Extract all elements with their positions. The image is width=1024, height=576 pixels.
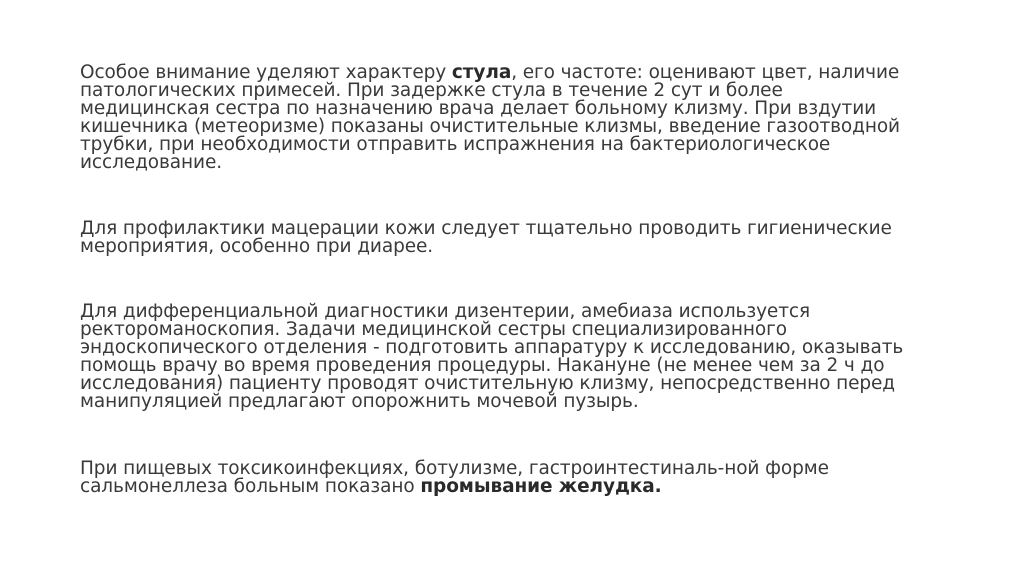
bold-term: промывание желудка.	[420, 476, 662, 497]
text-line: кишечника (метеоризме) показаны очистительные клизмы, введение газоотводной	[80, 116, 900, 137]
text-line: патологических примесей. При задержке стула в течение 2 сут и более	[80, 80, 783, 101]
text-line: манипуляцией предлагают опорожнить мочевой пузырь.	[80, 391, 639, 412]
text-line: ректороманоскопия. Задачи медицинской сестры специализированного	[80, 319, 787, 340]
bold-term: стула	[451, 62, 512, 83]
paragraph-differential-diagnosis	[80, 303, 980, 411]
text-line: Для дифференциальной диагностики дизентерии, амебиаза используется	[80, 301, 810, 322]
text-line: мероприятия, особенно при диарее.	[80, 236, 434, 257]
paragraph-maceration-prevention	[80, 220, 980, 256]
text-line: сальмонеллеза больным показано промывание желудка.	[80, 476, 662, 497]
paragraph-stool-observation	[80, 64, 980, 172]
text-line: исследования) пациенту проводят очистительную клизму, непосредственно перед	[80, 373, 896, 394]
text-line: Для профилактики мацерации кожи следует тщательно проводить гигиенические	[80, 218, 892, 239]
text-line: трубки, при необходимости отправить испражнения на бактериологическое	[80, 134, 831, 155]
text-line: эндоскопического отделения - подготовить аппаратуру к исследованию, оказывать	[80, 337, 904, 358]
text-line: Особое внимание уделяют характеру стула, его частоте: оценивают цвет, наличие	[80, 62, 900, 83]
text-line: При пищевых токсикоинфекциях, ботулизме, гастроинтестиналь-ной форме	[80, 458, 829, 479]
text-line: исследование.	[80, 152, 223, 173]
text-line: помощь врачу во время проведения процедуры. Накануне (не менее чем за 2 ч до	[80, 355, 885, 376]
paragraph-food-poisoning	[80, 460, 980, 496]
text-line: медицинская сестра по назначению врача делает больному клизму. При вздутии	[80, 98, 877, 119]
